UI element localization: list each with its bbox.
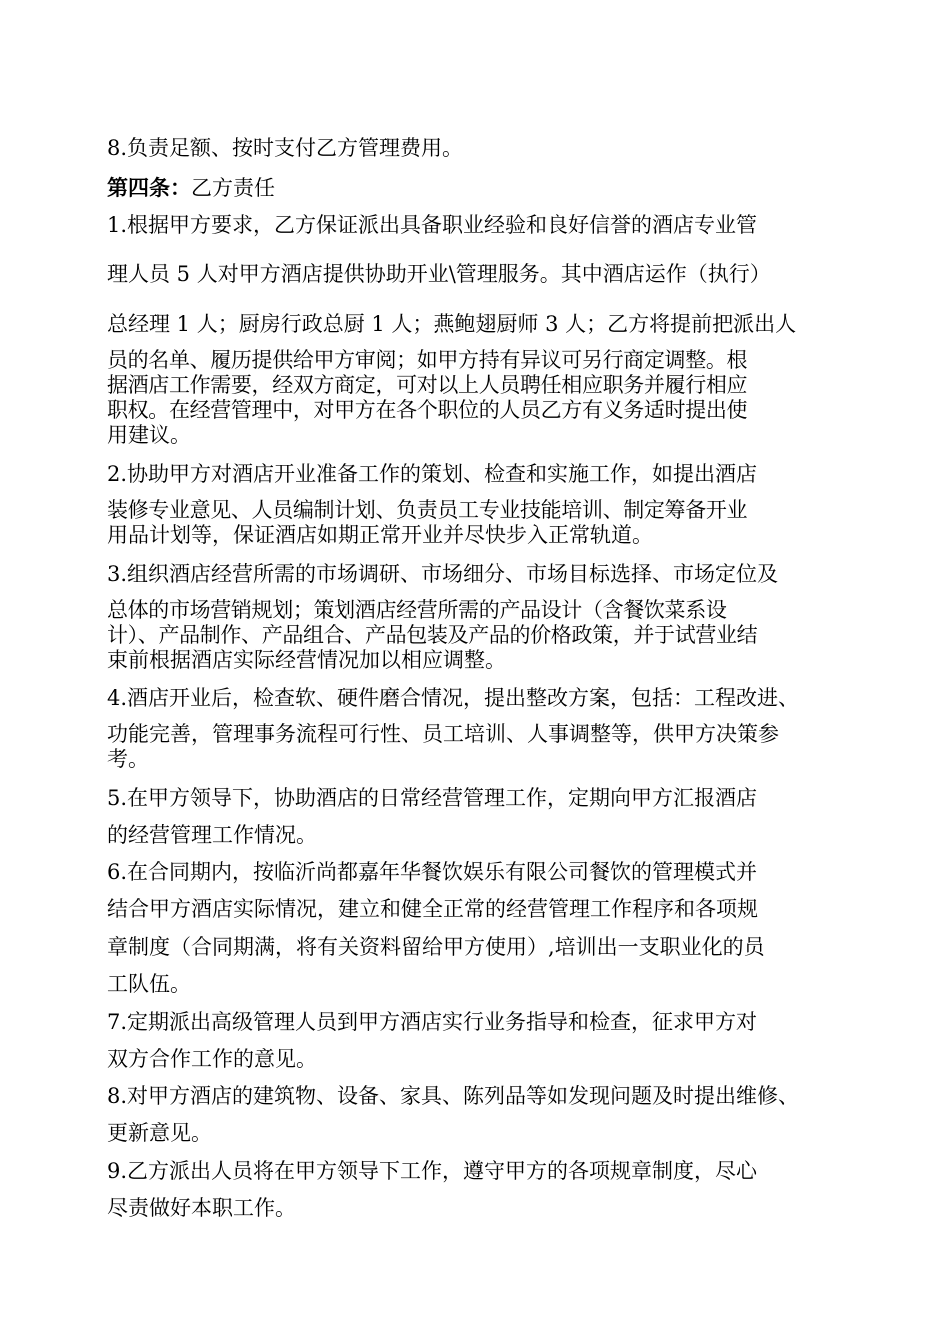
paragraph-line: 总体的市场营销规划；策划酒店经营所需的产品设计（含餐饮菜系设 [107, 598, 727, 622]
paragraph-line: 3.组织酒店经营所需的市场调研、市场细分、市场目标选择、市场定位及 [107, 562, 779, 586]
paragraph-line: 计）、产品制作、产品组合、产品包装及产品的价格政策，并于试营业结 [107, 623, 758, 647]
paragraph-line: 4.酒店开业后，检查软、硬件磨合情况，提出整改方案，包括：工程改进、 [107, 686, 800, 710]
paragraph-line: 结合甲方酒店实际情况，建立和健全正常的经营管理工作程序和各项规 [107, 897, 758, 921]
paragraph-line: 9.乙方派出人员将在甲方领导下工作，遵守甲方的各项规章制度，尽心 [107, 1159, 758, 1183]
paragraph-line: 功能完善，管理事务流程可行性、员工培训、人事调整等，供甲方决策参 [107, 722, 779, 746]
paragraph-line: 6.在合同期内，按临沂尚都嘉年华餐饮娱乐有限公司餐饮的管理模式并 [107, 860, 758, 884]
paragraph-line: 考。 [107, 747, 149, 771]
paragraph-line: 工队伍。 [107, 972, 191, 996]
paragraph-line: 8.负责足额、按时支付乙方管理费用。 [107, 136, 464, 160]
paragraph-line: 员的名单、履历提供给甲方审阅；如甲方持有异议可另行商定调整。根 [107, 348, 748, 372]
paragraph-line: 用建议。 [107, 423, 191, 447]
paragraph-line: 5.在甲方领导下，协助酒店的日常经营管理工作，定期向甲方汇报酒店 [107, 786, 758, 810]
paragraph-line: 7.定期派出高级管理人员到甲方酒店实行业务指导和检查，征求甲方对 [107, 1010, 758, 1034]
section-heading-label: 第四条： [107, 175, 191, 200]
paragraph-line: 8.对甲方酒店的建筑物、设备、家具、陈列品等如发现问题及时提出维修、 [107, 1084, 800, 1108]
paragraph-line: 据酒店工作需要，经双方商定，可对以上人员聘任相应职务并履行相应 [107, 373, 748, 397]
paragraph-line: 章制度（合同期满，将有关资料留给甲方使用）,培训出一支职业化的员 [107, 935, 765, 959]
section-heading [107, 177, 847, 199]
paragraph-line: 1.根据甲方要求，乙方保证派出具备职业经验和良好信誉的酒店专业管 [107, 213, 758, 237]
paragraph-line: 职权。在经营管理中，对甲方在各个职位的人员乙方有义务适时提出使 [107, 398, 748, 422]
section-heading-title: 乙方责任 [191, 176, 275, 200]
paragraph-line: 双方合作工作的意见。 [107, 1047, 317, 1071]
paragraph-line: 的经营管理工作情况。 [107, 823, 317, 847]
paragraph-line: 2.协助甲方对酒店开业准备工作的策划、检查和实施工作，如提出酒店 [107, 462, 758, 486]
paragraph-line: 理人员 5 人对甲方酒店提供协助开业\管理服务。其中酒店运作（执行） [107, 262, 771, 286]
paragraph-line: 更新意见。 [107, 1121, 212, 1145]
paragraph-line: 装修专业意见、人员编制计划、负责员工专业技能培训、制定筹备开业 [107, 498, 748, 522]
paragraph-line: 尽责做好本职工作。 [107, 1196, 296, 1220]
paragraph-line: 总经理 1 人；厨房行政总厨 1 人；燕鲍翅厨师 3 人；乙方将提前把派出人 [107, 312, 797, 336]
paragraph-line: 用品计划等，保证酒店如期正常开业并尽快步入正常轨道。 [107, 523, 653, 547]
paragraph-line: 束前根据酒店实际经营情况加以相应调整。 [107, 648, 506, 672]
